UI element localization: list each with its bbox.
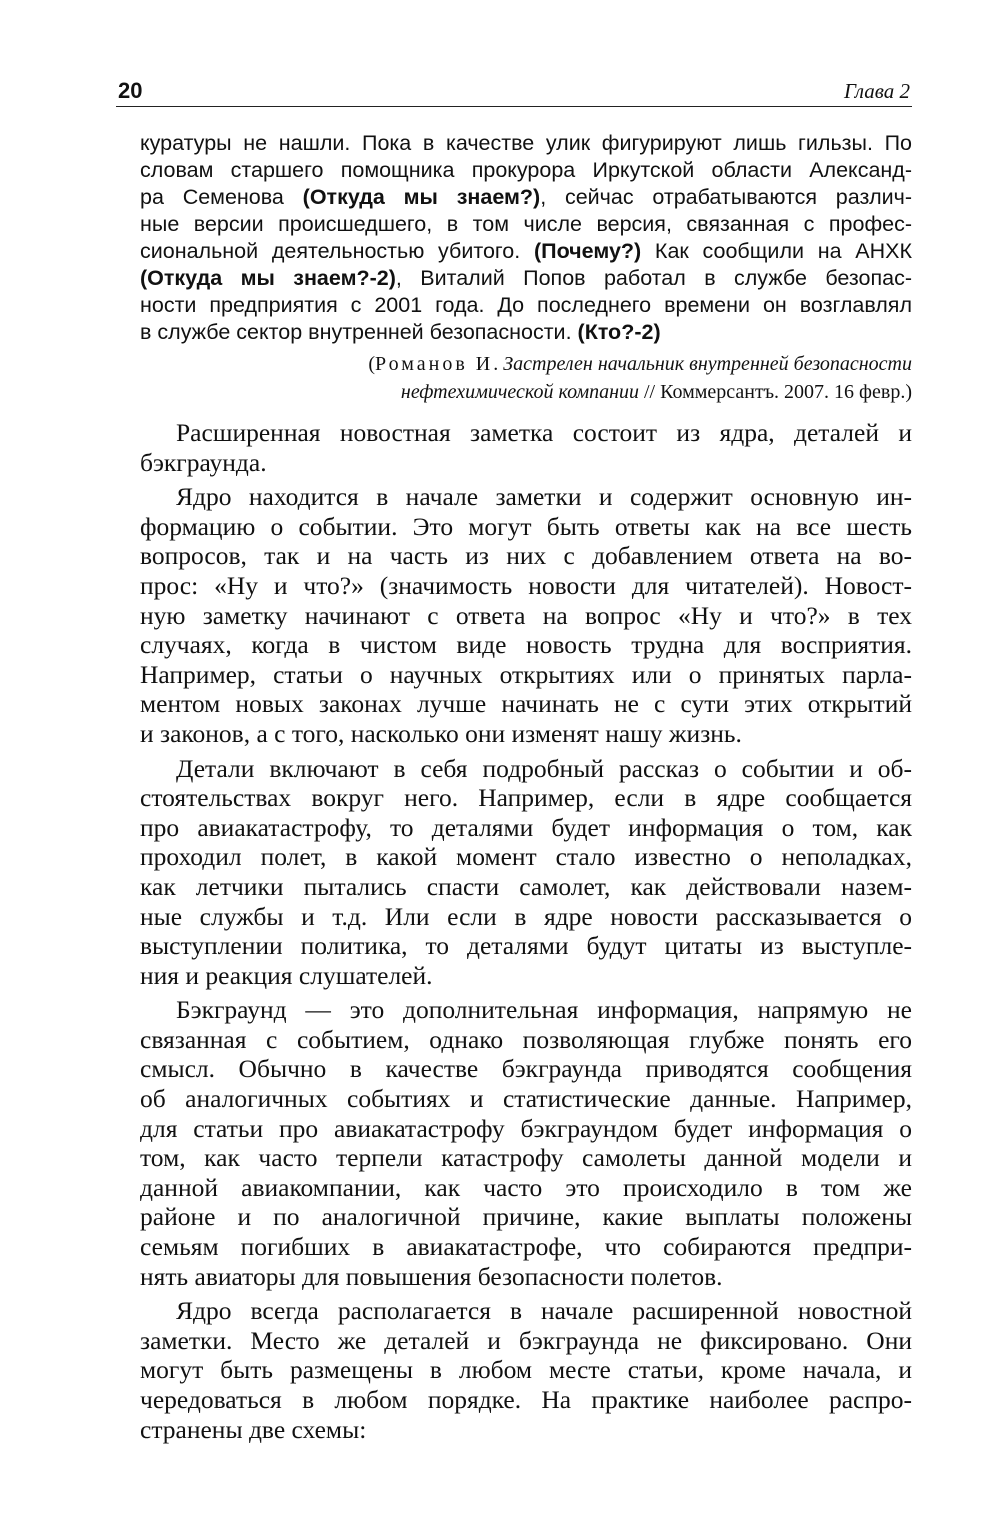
paragraph-line: ния и реакция слушателей. bbox=[140, 960, 433, 990]
quote-text: в службе сектор внутренней безопасности. bbox=[140, 320, 578, 344]
citation-line-2 bbox=[262, 378, 912, 406]
quoted-news-excerpt bbox=[140, 130, 912, 346]
paragraph-line: связанная с событием, однако позволяющая глубже понять его bbox=[140, 1024, 912, 1054]
quote-line bbox=[140, 211, 912, 238]
citation-author: Романов И bbox=[374, 353, 494, 375]
page-header bbox=[116, 76, 912, 107]
paragraph-line: могут быть размещены в любом месте статьи, кроме начала, и bbox=[140, 1355, 912, 1385]
paragraph-line: и законов, а с того, насколько они изменят нашу жизнь. bbox=[140, 718, 742, 748]
quote-text: ности предприятия с 2001 года. До последнего времени он возглавлял bbox=[140, 293, 912, 317]
paragraph-line: том, как часто терпели катастрофу самолеты данной модели и bbox=[140, 1143, 912, 1173]
paragraph-line: бэкграунда. bbox=[140, 447, 267, 477]
quote-line bbox=[140, 319, 912, 346]
paragraph-line: Например, статьи о научных открытиях или о принятых парла- bbox=[140, 659, 912, 689]
paragraph-line: Ядро находится в начале заметки и содержит основную ин- bbox=[176, 482, 912, 512]
paragraph-line: про авиакатастрофу, то деталями будет информация о том, как bbox=[140, 812, 912, 842]
quote-text: Как сообщили на АНХК bbox=[641, 239, 912, 263]
paragraph-line: Бэкграунд — это дополнительная информация, напрямую не bbox=[176, 995, 912, 1025]
running-head: Глава 2 bbox=[844, 79, 910, 103]
quote-line bbox=[140, 157, 912, 184]
citation-line-1 bbox=[262, 350, 912, 378]
paragraph-line: для статьи про авиакатастрофу бэкграундом будет информация о bbox=[140, 1113, 912, 1143]
quote-text: , Виталий Попов работал в службе безопас- bbox=[395, 266, 912, 290]
quote-text: ные версии происшедшего, в том числе версия, связанная с профес- bbox=[140, 212, 912, 236]
paragraph-line: районе и по аналогичной причине, какие выплаты положены bbox=[140, 1202, 912, 1232]
paragraph-line: прос: «Ну и что?» (значимость новости для читателей). Новост- bbox=[140, 570, 912, 600]
citation-open-paren: ( bbox=[368, 353, 375, 375]
quote-text: сиональной деятельностью убитого. bbox=[140, 239, 534, 263]
paragraph-line: проходил полет, в какой момент стало известно о неполадках, bbox=[140, 842, 912, 872]
quote-text: куратуры не нашли. Пока в качестве улик фигурируют лишь гильзы. По bbox=[140, 131, 912, 155]
citation-title-1: Застрелен начальник внутренней безопасности bbox=[503, 353, 912, 375]
quote-question-marker: (Откуда мы знаем?) bbox=[302, 185, 541, 209]
quote-line bbox=[140, 184, 912, 211]
quote-text: словам старшего помощника прокурора Иркутской области Александ- bbox=[140, 158, 912, 182]
paragraph-line: случаях, когда в чистом виде новость трудна для восприятия. bbox=[140, 630, 912, 660]
paragraph-line: об аналогичных событиях и статистические данные. Например, bbox=[140, 1084, 912, 1114]
paragraph-line: выступлении политика, то деталями будут цитаты из выступле- bbox=[140, 931, 912, 961]
quote-question-marker: (Откуда мы знаем?-2) bbox=[140, 266, 396, 290]
paragraph-line: вопросов, так и на часть из них с добавлением ответа на во- bbox=[140, 541, 912, 571]
paragraph-line: странены две схемы: bbox=[140, 1414, 367, 1444]
paragraph-line: стоятельствах вокруг него. Например, если в ядре сообщается bbox=[140, 783, 912, 813]
quote-text: , сейчас отрабатываются различ- bbox=[540, 185, 912, 209]
paragraph-line: Расширенная новостная заметка состоит из ядра, деталей и bbox=[176, 418, 912, 447]
citation-title-2: нефтехимической компании bbox=[400, 381, 639, 403]
quote-line bbox=[140, 292, 912, 319]
paragraph-line: смысл. Обычно в качестве бэкграунда приводятся сообщения bbox=[140, 1054, 912, 1084]
paragraph-line: ментом новых законах лучше начинать не с сути этих открытий bbox=[140, 689, 912, 719]
paragraph-line: Ядро всегда располагается в начале расширенной новостной bbox=[176, 1296, 912, 1326]
paragraph-line: ную заметку начинают с ответа на вопрос «Ну и что?» в тех bbox=[140, 600, 912, 630]
paragraph-line: формацию о событии. Это могут быть ответы как на все шесть bbox=[140, 511, 912, 541]
quote-line bbox=[140, 130, 912, 157]
paragraph-line: данной авиакомпании, как часто это происходило в том же bbox=[140, 1172, 912, 1202]
quote-question-marker: (Кто?-2) bbox=[577, 320, 661, 344]
paragraph-line: чередоваться в любом порядке. На практике наиболее распро- bbox=[140, 1385, 912, 1414]
quote-line bbox=[140, 265, 912, 292]
citation-dot: . bbox=[493, 353, 504, 375]
page-number: 20 bbox=[118, 78, 143, 103]
quote-line bbox=[140, 238, 912, 265]
main-text bbox=[140, 418, 912, 1444]
paragraph-line: ные службы и т.д. Или если в ядре новости рассказывается о bbox=[140, 901, 912, 931]
quote-text: ра Семенова bbox=[140, 185, 303, 209]
citation-source: // Коммерсантъ. 2007. 16 февр.) bbox=[639, 381, 912, 403]
paragraph-line: заметки. Место же деталей и бэкграунда не фиксировано. Они bbox=[140, 1325, 912, 1355]
paragraph-line: нять авиаторы для повышения безопасности полетов. bbox=[140, 1261, 723, 1291]
quote-question-marker: (Почему?) bbox=[533, 239, 642, 263]
citation bbox=[262, 350, 912, 406]
paragraph-line: Детали включают в себя подробный рассказ о событии и об- bbox=[176, 753, 912, 783]
paragraph-line: семьям погибших в авиакатастрофе, что собираются предпри- bbox=[140, 1232, 912, 1262]
paragraph-line: как летчики пытались спасти самолет, как действовали назем- bbox=[140, 871, 912, 901]
